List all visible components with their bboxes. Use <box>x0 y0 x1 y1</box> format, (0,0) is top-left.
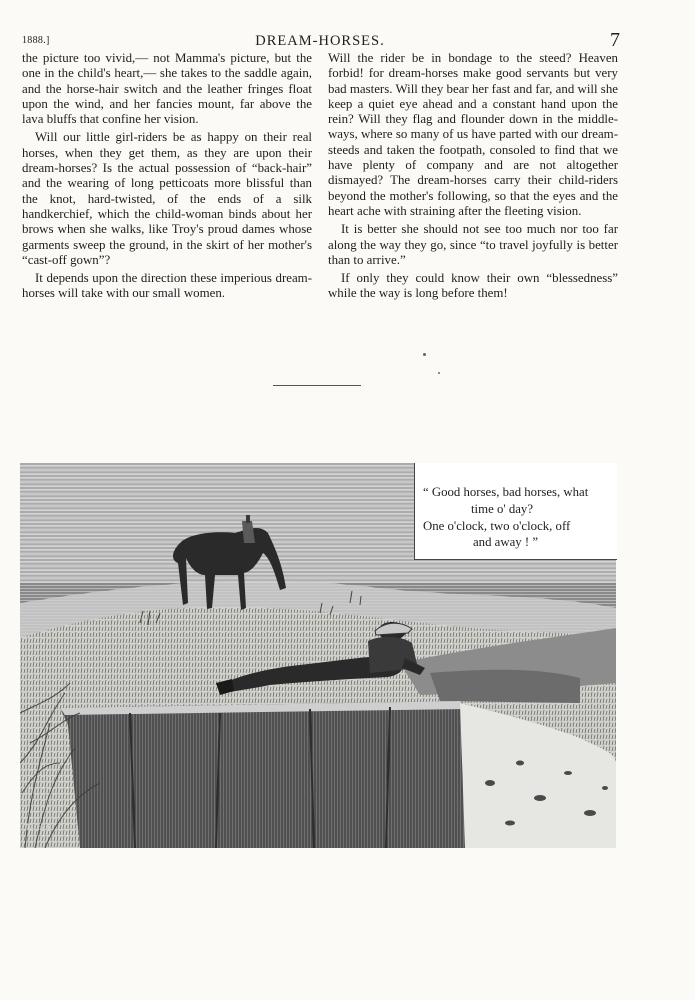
caption-line: One o'clock, two o'clock, off <box>423 518 571 533</box>
right-text-column <box>328 51 618 302</box>
caption-line: time o' day? <box>471 501 534 516</box>
paragraph: It depends upon the direction these imperious dream-horses will take with our small women. <box>22 271 312 301</box>
caption-line: “ Good horses, bad horses, what <box>423 485 589 499</box>
section-divider <box>273 385 361 386</box>
page-number: 7 <box>610 29 620 51</box>
ink-speck <box>423 353 426 356</box>
header-title: DREAM-HORSES. <box>255 33 385 49</box>
left-text-column <box>22 51 312 302</box>
running-header <box>22 30 618 52</box>
paragraph: the picture too vivid,— not Mamma's picture, but the one in the child's heart,— she takes to the saddle again, and the horse-hair switch and the leather fringes float upon the wind, and her fancies mount, far above the lava bluffs that confine her vision. <box>22 51 312 127</box>
caption-line: and away ! ” <box>473 535 539 550</box>
paragraph: Will the rider be in bondage to the steed? Heaven forbid! for dream-horses make good servants but very bad masters. Will they bear her fast and far, and will she keep a quiet eye ahead and a constant hand upon the rein? Will they flag and flounder down in the middle-ways, where so many of us have parted with our dream-steeds and taken the footpath, consoled to find that we have plenty of company and are not altogether dismayed? The dream-horses carry their child-riders beyond the mother's following, so that the eyes and the heart ache with straining after the fleeting vision. <box>328 51 618 218</box>
caption-box <box>414 463 617 560</box>
engraver-signature: M.H.F. <box>26 822 55 832</box>
paragraph: It is better she should not see too much nor too far along the way they go, since “to travel joyfully is better than to arrive.” <box>328 222 618 267</box>
ink-speck <box>438 372 440 374</box>
paragraph: If only they could know their own “blessedness” while the way is long before them! <box>328 271 618 301</box>
header-year: 1888.] <box>22 35 50 46</box>
paragraph: Will our little girl-riders be as happy on their real horses, when they get them, as they are upon their dream-horses? Is the actual possession of “back-hair” and the wearing of long petticoats more blissful than the knot, hard-twisted, of the ends of a silk handkerchief, which the child-woman binds about her brows when she walks, like Troy's proud dames whose garments sweep the ground, in the skirt of her mother's “cast-off gown”? <box>22 130 312 267</box>
